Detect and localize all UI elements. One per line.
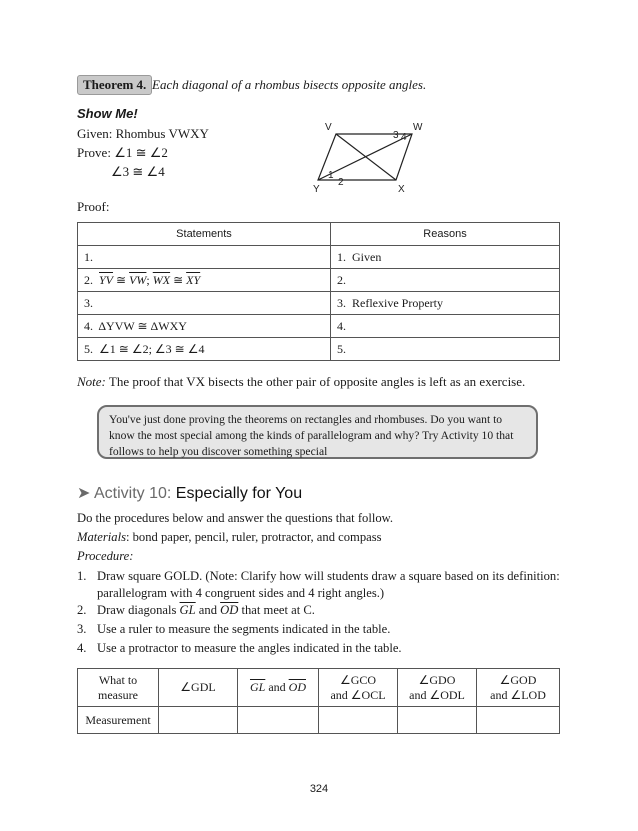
statement-cell: 5. ∠1 ≅ ∠2; ∠3 ≅ ∠4 [78, 338, 331, 361]
angle-label-3: 3 [393, 130, 399, 141]
materials-text: : bond paper, pencil, ruler, protractor, and compass [125, 530, 382, 544]
proof-table [77, 222, 560, 361]
note-text: The proof that VX bisects the other pair of opposite angles is left as an exercise. [108, 374, 526, 389]
table-row [78, 315, 560, 338]
vertex-label-y: Y [313, 184, 320, 195]
activity-name: Especially for You [175, 485, 303, 502]
procedure-item-4-text: Use a protractor to measure the angles indicated in the table. [97, 641, 402, 655]
vertex-label-w: W [413, 122, 423, 133]
measurement-header-row [78, 669, 560, 707]
statement-cell: 1. [78, 246, 331, 269]
table-row [78, 269, 560, 292]
measurement-cell[interactable] [238, 707, 319, 734]
materials-label: Materials [77, 530, 126, 544]
callout-box [97, 405, 538, 459]
measurement-cell[interactable] [319, 707, 398, 734]
given-text: Given: Rhombus VWXY [77, 126, 209, 141]
arrow-icon: ➤ [77, 485, 91, 502]
measurement-cell[interactable] [159, 707, 238, 734]
prove-line-2: ∠3 ≅ ∠4 [111, 164, 165, 179]
measurement-row-label: Measurement [78, 707, 159, 734]
procedure-label: Procedure: [77, 549, 134, 563]
reason-cell: 2. [331, 269, 560, 292]
theorem-text: Each diagonal of a rhombus bisects opposite angles. [152, 77, 427, 92]
materials-line [77, 530, 382, 545]
table-row [78, 338, 560, 361]
statement-cell: 2. $\overline{YV}$ ≅ $\overline{VW}$; $\overline{WX}$ ≅ $\overline{XY}$ [78, 269, 331, 292]
activity-label: Activity 10: [93, 485, 172, 502]
statement-cell: 4. ΔYVW ≅ ΔWXY [78, 315, 331, 338]
header-gco-ocl: ∠GCO and ∠OCL [319, 669, 398, 707]
procedure-item-3: 3. [77, 622, 87, 636]
table-row [78, 707, 560, 734]
angle-label-4: 4 [401, 132, 407, 143]
measurement-cell[interactable] [398, 707, 477, 734]
vertex-label-x: X [398, 184, 405, 195]
prove-line-1: Prove: ∠1 ≅ ∠2 [77, 145, 168, 160]
table-row [78, 292, 560, 315]
procedure-item-2: 2. [77, 603, 87, 617]
procedure-item-2-text: Draw diagonals $\overline{GL}$ and $\overline{OD}$ that meet at C. [97, 603, 315, 617]
procedure-item-1: 1. [77, 569, 87, 583]
table-row [78, 246, 560, 269]
procedure-item-3-text: Use a ruler to measure the segments indicated in the table. [97, 622, 391, 636]
header-what-to-measure: What to measure [78, 669, 159, 707]
callout-text: You've just done proving the theorems on rectangles and rhombuses. Do you want to know the most special among the kinds of parallelogram and why? Try Activity 10 that follows to help you discover something special [109, 413, 514, 458]
measurement-table [77, 668, 560, 734]
instructions-text: Do the procedures below and answer the questions that follow. [77, 511, 394, 525]
page-number: 324 [309, 783, 329, 795]
header-reasons: Reasons [331, 223, 560, 246]
statement-cell: 3. [78, 292, 331, 315]
reason-cell: 5. [331, 338, 560, 361]
procedure-item-1-text: Draw square GOLD. (Note: Clarify how will students draw a square based on its definition: parallelogram with 4 congruent sides and 4 right angles.) [97, 569, 560, 600]
header-statements: Statements [78, 223, 331, 246]
note-label: Note: [77, 374, 106, 389]
reason-cell: 3. Reflexive Property [331, 292, 560, 315]
show-me-heading: Show Me! [77, 106, 138, 121]
reason-cell: 1. Given [331, 246, 560, 269]
header-gdo-odl: ∠GDO and ∠ODL [398, 669, 477, 707]
proof-label: Proof: [77, 199, 110, 214]
procedure-item-4: 4. [77, 641, 87, 655]
header-god-lod: ∠GOD and ∠LOD [477, 669, 560, 707]
proof-table-header [78, 223, 560, 246]
activity-heading [77, 483, 302, 503]
theorem-label: Theorem 4. [77, 75, 152, 95]
angle-label-2: 2 [338, 177, 344, 188]
header-gl-od: $\overline{GL}$ and $\overline{OD}$ [238, 669, 319, 707]
angle-label-1: 1 [328, 170, 334, 181]
measurement-cell[interactable] [477, 707, 560, 734]
note-paragraph [77, 374, 525, 390]
rhombus-figure [310, 118, 425, 196]
header-gdl: ∠GDL [159, 669, 238, 707]
vertex-label-v: V [325, 122, 332, 133]
reason-cell: 4. [331, 315, 560, 338]
